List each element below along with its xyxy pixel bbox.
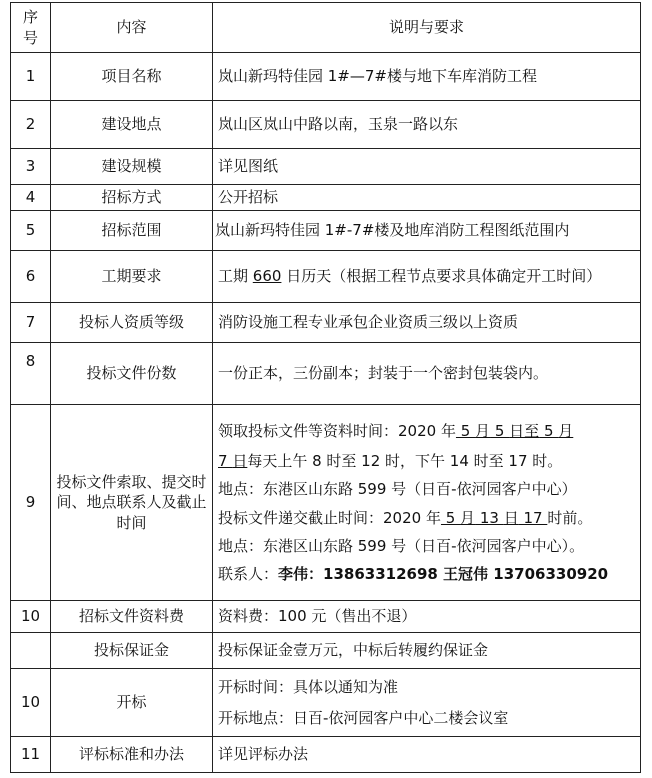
row-desc: 岚山新玛特佳园 1#—7#楼与地下车库消防工程 [213, 53, 641, 101]
row-desc [213, 405, 641, 601]
desc-line: 开标地点：日百-依河园客户中心二楼会议室 [218, 708, 509, 727]
row-desc [213, 251, 641, 303]
desc-line: 地点：东港区山东路 599 号（日百-依河园客户中心）。 [218, 536, 585, 555]
row-no: 10 [11, 669, 51, 737]
table-row [11, 737, 641, 773]
row-item: 招标范围 [51, 211, 213, 251]
row-desc: 详见图纸 [213, 149, 641, 185]
row-no: 4 [11, 185, 51, 211]
row-item: 评标标准和办法 [51, 737, 213, 773]
row-no: 10 [11, 601, 51, 633]
desc-line: 开标时间：具体以通知为准 [218, 678, 399, 697]
row-desc: 岚山区岚山中路以南，玉泉一路以东 [213, 101, 641, 149]
row-desc [213, 669, 641, 737]
row-desc: 岚山新玛特佳园 1#-7#楼及地库消防工程图纸范围内 [213, 211, 641, 251]
table-row [11, 343, 641, 405]
table-row [11, 211, 641, 251]
desc-line: 投标文件递交截止时间：2020 年 5 月 13 日 17 时前。 [218, 508, 593, 527]
row-item: 招标方式 [51, 185, 213, 211]
desc-line: 7 日每天上午 8 时至 12 时，下午 14 时至 17 时。 [218, 452, 563, 470]
row-item: 项目名称 [51, 53, 213, 101]
table-header-row [11, 3, 641, 53]
table-row [11, 669, 641, 737]
row-item: 招标文件资料费 [51, 601, 213, 633]
row-no [11, 633, 51, 669]
desc-line: 地点：东港区山东路 599 号（日百-依河园客户中心） [218, 480, 577, 499]
table-row [11, 251, 641, 303]
row-desc: 投标保证金壹万元，中标后转履约保证金 [213, 633, 641, 669]
row-desc: 详见评标办法 [213, 737, 641, 773]
duration-prefix: 工期 [218, 267, 253, 286]
row-no: 8 [11, 343, 51, 405]
row-no: 7 [11, 303, 51, 343]
row-desc: 消防设施工程专业承包企业资质三级以上资质 [213, 303, 641, 343]
row-desc: 一份正本，三份副本；封装于一个密封包装袋内。 [213, 343, 641, 405]
table-row [11, 303, 641, 343]
table-row [11, 185, 641, 211]
row-desc: 资料费：100 元（售出不退） [213, 601, 641, 633]
bid-info-table [10, 2, 641, 773]
row-no: 9 [11, 405, 51, 601]
table-row [11, 149, 641, 185]
row-no: 11 [11, 737, 51, 773]
row-item: 开标 [51, 669, 213, 737]
table-row [11, 53, 641, 101]
table-row [11, 405, 641, 601]
row-no: 6 [11, 251, 51, 303]
row-no: 5 [11, 211, 51, 251]
row-item: 投标文件索取、提交时间、地点联系人及截止时间 [51, 405, 213, 601]
desc-line: 联系人：李伟：13863312698 王冠伟 13706330920 [218, 565, 609, 583]
header-no: 序号 [11, 3, 51, 53]
table-row [11, 633, 641, 669]
row-item: 投标人资质等级 [51, 303, 213, 343]
header-item: 内容 [51, 3, 213, 53]
row-item: 投标文件份数 [51, 343, 213, 405]
duration-days: 660 [252, 267, 282, 286]
row-item: 工期要求 [51, 251, 213, 303]
header-desc: 说明与要求 [213, 3, 641, 53]
row-desc: 公开招标 [213, 185, 641, 211]
duration-suffix: 日历天（根据工程节点要求具体确定开工时间） [281, 267, 602, 286]
row-no: 2 [11, 101, 51, 149]
desc-line: 领取投标文件等资料时间：2020 年 5 月 5 日至 5 月 [218, 421, 574, 440]
table-row [11, 101, 641, 149]
table-row [11, 601, 641, 633]
row-no: 3 [11, 149, 51, 185]
row-item: 建设地点 [51, 101, 213, 149]
row-no: 1 [11, 53, 51, 101]
row-item: 建设规模 [51, 149, 213, 185]
row-item: 投标保证金 [51, 633, 213, 669]
